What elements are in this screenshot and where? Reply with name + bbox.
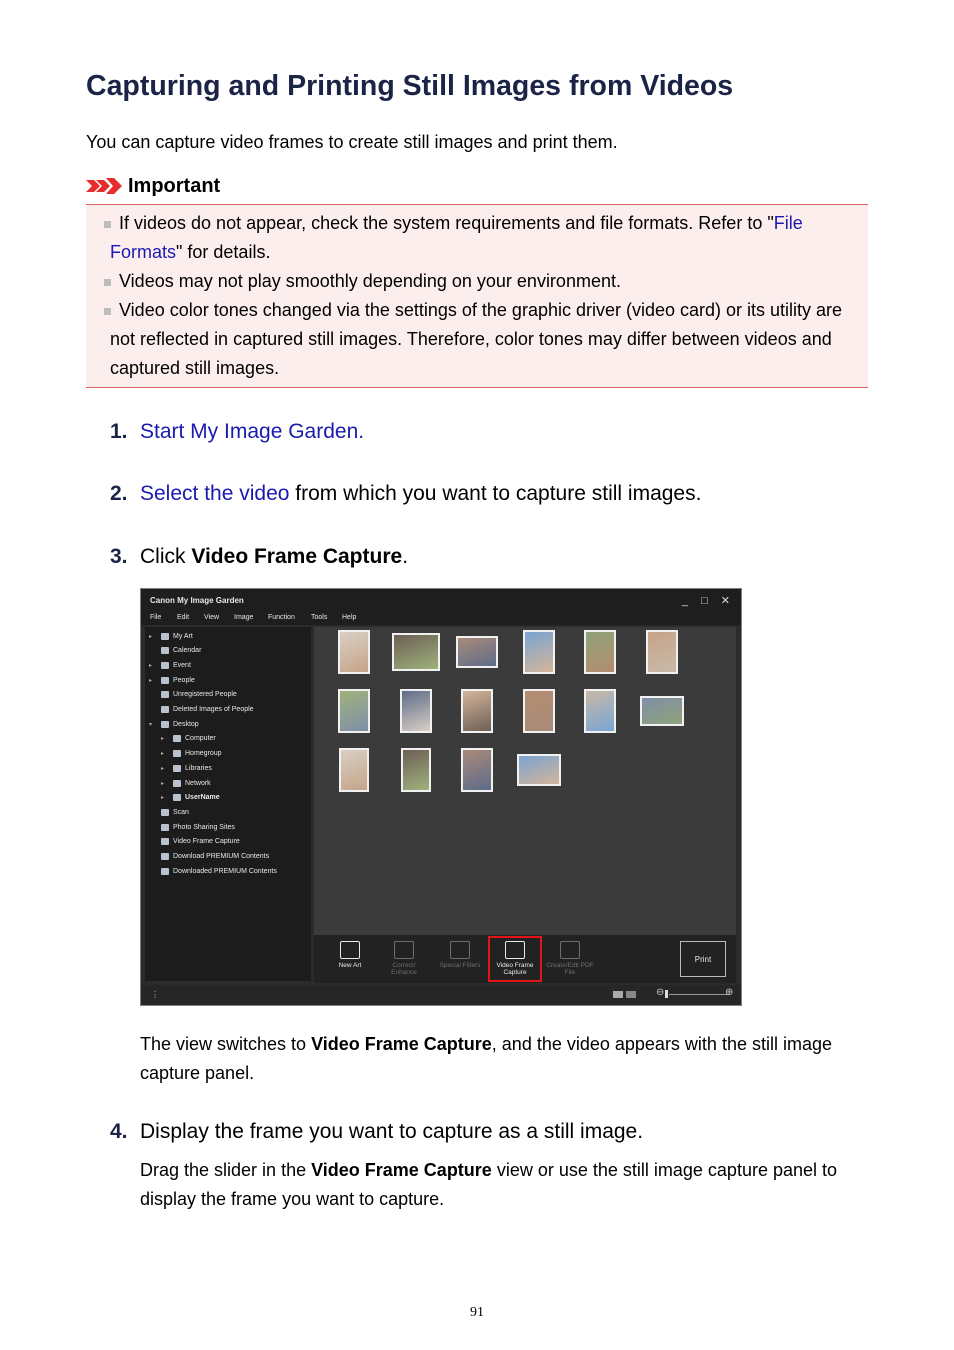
folder-icon	[161, 824, 169, 831]
image-thumbnail	[517, 754, 561, 786]
image-thumbnail	[338, 630, 370, 674]
sidebar-item-label: Desktop	[173, 720, 199, 728]
image-thumbnail	[640, 696, 684, 726]
image-thumbnail	[584, 689, 616, 733]
start-my-image-garden-link[interactable]: Start My Image Garden.	[140, 420, 365, 443]
sidebar-item	[161, 806, 189, 818]
image-thumbnail	[523, 630, 555, 674]
view-mode-icon	[613, 991, 623, 998]
file-formats-link[interactable]: File Formats	[110, 213, 803, 262]
sidebar-item	[161, 777, 211, 789]
bottom-toolbar	[314, 935, 736, 983]
sidebar-item-label: Event	[173, 661, 191, 669]
folder-icon	[161, 662, 169, 669]
folder-icon	[161, 838, 169, 845]
sidebar-item	[149, 674, 195, 686]
intro-text: You can capture video frames to create still images and print them.	[86, 132, 618, 152]
folder-icon	[161, 633, 169, 640]
sidebar-item-label: UserName	[185, 794, 220, 802]
step-4-note: Drag the slider in the Video Frame Capture view or use the still image capture panel to display the frame you want to capture.	[140, 1160, 838, 1209]
sidebar-item	[161, 733, 216, 745]
important-item: If videos do not appear, check the system requirements and file formats. Refer to "File Formats" for details.	[110, 209, 862, 267]
video-frame-capture-button: Video Frame Capture	[488, 936, 542, 982]
image-thumbnail	[401, 748, 431, 792]
sidebar-item	[161, 645, 201, 657]
folder-icon	[161, 647, 169, 654]
window-title: Canon My Image Garden	[150, 596, 244, 605]
expand-arrow-icon: ▸	[161, 736, 165, 743]
correct-enhance-icon	[394, 941, 414, 959]
special-filters-icon	[450, 941, 470, 959]
folder-icon	[173, 750, 181, 757]
expand-arrow-icon: ▸	[161, 795, 165, 802]
folder-icon	[161, 721, 169, 728]
menu-tools: Tools	[311, 614, 328, 621]
step-1: 1. Start My Image Garden.	[110, 420, 365, 443]
thumbnail-area	[314, 627, 736, 935]
zoom-out-icon: ⊖	[656, 987, 665, 998]
sidebar-item-label: Video Frame Capture	[173, 838, 240, 846]
sidebar-item-label: Libraries	[185, 764, 212, 772]
step-2: 2. Select the video from which you want to capture still images.	[110, 482, 702, 505]
sidebar-item	[149, 718, 199, 730]
step-4: 4. Display the frame you want to capture as a still image.	[110, 1120, 644, 1143]
window-titlebar	[141, 589, 741, 611]
sidebar-item-label: Unregistered People	[173, 691, 237, 699]
step-3-note: The view switches to Video Frame Capture, and the video appears with the still image capture panel.	[140, 1034, 832, 1083]
menu-help: Help	[342, 614, 357, 621]
sidebar-item-label: Scan	[173, 808, 189, 816]
sidebar	[145, 627, 311, 981]
expand-arrow-icon: ▸	[149, 677, 153, 684]
expand-arrow-icon: ▸	[161, 765, 165, 772]
step-3: 3. Click Video Frame Capture.	[110, 545, 409, 568]
folder-icon	[161, 706, 169, 713]
folder-icon	[161, 868, 169, 875]
expand-arrow-icon: ▸	[161, 780, 165, 787]
menu-file: File	[150, 614, 162, 621]
sidebar-item	[161, 792, 220, 804]
window-controls: _ □ ✕	[681, 595, 735, 607]
image-thumbnail	[461, 748, 493, 792]
important-heading	[86, 173, 220, 199]
zoom-in-icon: ⊕	[725, 987, 734, 998]
create-edit-pdf-button: Create/Edit PDF File	[546, 939, 594, 981]
zoom-slider-thumb	[665, 990, 668, 998]
expand-arrow-icon: ▸	[161, 751, 165, 758]
folder-icon	[161, 809, 169, 816]
sidebar-item-label: Homegroup	[185, 750, 222, 758]
sidebar-item	[161, 865, 277, 877]
menu-view: View	[204, 614, 220, 621]
sidebar-item	[161, 762, 212, 774]
sidebar-item	[161, 748, 222, 760]
bullet-icon	[104, 221, 111, 228]
important-box	[86, 204, 868, 388]
sidebar-item-label: Deleted Images of People	[173, 706, 254, 713]
sidebar-item-label: Computer	[185, 735, 216, 743]
sidebar-item	[149, 630, 193, 642]
pdf-icon	[560, 941, 580, 959]
page-number: 91	[470, 1305, 484, 1320]
sidebar-item-label: Network	[185, 779, 211, 787]
image-thumbnail	[338, 689, 370, 733]
sidebar-item-label: My Art	[173, 632, 193, 640]
sidebar-item	[161, 704, 254, 716]
menu-bar	[141, 611, 741, 625]
sidebar-item-label: People	[173, 676, 195, 684]
image-thumbnail	[584, 630, 616, 674]
important-item: Videos may not play smoothly depending on your environment.	[110, 267, 862, 296]
correct-enhance-button: Correct/ Enhance	[380, 939, 428, 981]
expand-arrow-icon: ▸	[149, 633, 153, 640]
image-thumbnail	[400, 689, 432, 733]
my-image-garden-screenshot	[140, 588, 742, 1006]
menu-edit: Edit	[177, 614, 190, 621]
sidebar-item-label: Calendar	[173, 647, 202, 655]
menu-function: Function	[268, 614, 295, 621]
sidebar-item	[161, 836, 240, 848]
video-frame-capture-icon	[505, 941, 525, 959]
sidebar-item	[161, 689, 237, 701]
sidebar-item-label: Download PREMIUM Contents	[173, 853, 270, 860]
print-button: Print	[680, 941, 726, 977]
page-title: Capturing and Printing Still Images from Videos	[86, 70, 734, 102]
sidebar-item	[149, 659, 191, 671]
folder-icon	[173, 794, 181, 801]
important-label: Important	[128, 174, 221, 197]
expand-arrow-icon: ▾	[149, 721, 153, 728]
image-thumbnail	[339, 748, 369, 792]
select-video-link[interactable]: Select the video	[140, 482, 290, 505]
status-bar	[141, 985, 741, 1005]
image-thumbnail	[461, 689, 493, 733]
image-thumbnail	[456, 636, 498, 668]
folder-icon	[161, 677, 169, 684]
folder-icon	[161, 853, 169, 860]
image-thumbnail	[646, 630, 678, 674]
zoom-slider	[669, 994, 729, 995]
important-arrows-icon	[86, 177, 124, 195]
image-thumbnail	[392, 633, 440, 671]
menu-image: Image	[234, 614, 254, 621]
image-thumbnail	[523, 689, 555, 733]
bullet-icon	[104, 308, 111, 315]
folder-icon	[173, 765, 181, 772]
important-item: Video color tones changed via the settings of the graphic driver (video card) or its utility are not reflected in captured still images. Therefore, color tones may differ between videos and captured still images.	[110, 296, 862, 383]
folder-icon	[161, 691, 169, 698]
expand-arrow-icon: ▸	[149, 662, 153, 669]
new-art-icon	[340, 941, 360, 959]
view-mode-icon	[626, 991, 636, 998]
folder-icon	[173, 735, 181, 742]
sidebar-item-label: Downloaded PREMIUM Contents	[173, 867, 277, 875]
special-filters-button: Special Filters	[436, 939, 484, 981]
sidebar-item	[161, 851, 269, 863]
info-icon: ⋮	[151, 990, 159, 999]
sidebar-item-label: Photo Sharing Sites	[173, 823, 235, 831]
new-art-button: New Art	[326, 939, 374, 981]
folder-icon	[173, 780, 181, 787]
bullet-icon	[104, 279, 111, 286]
sidebar-item	[161, 821, 235, 833]
